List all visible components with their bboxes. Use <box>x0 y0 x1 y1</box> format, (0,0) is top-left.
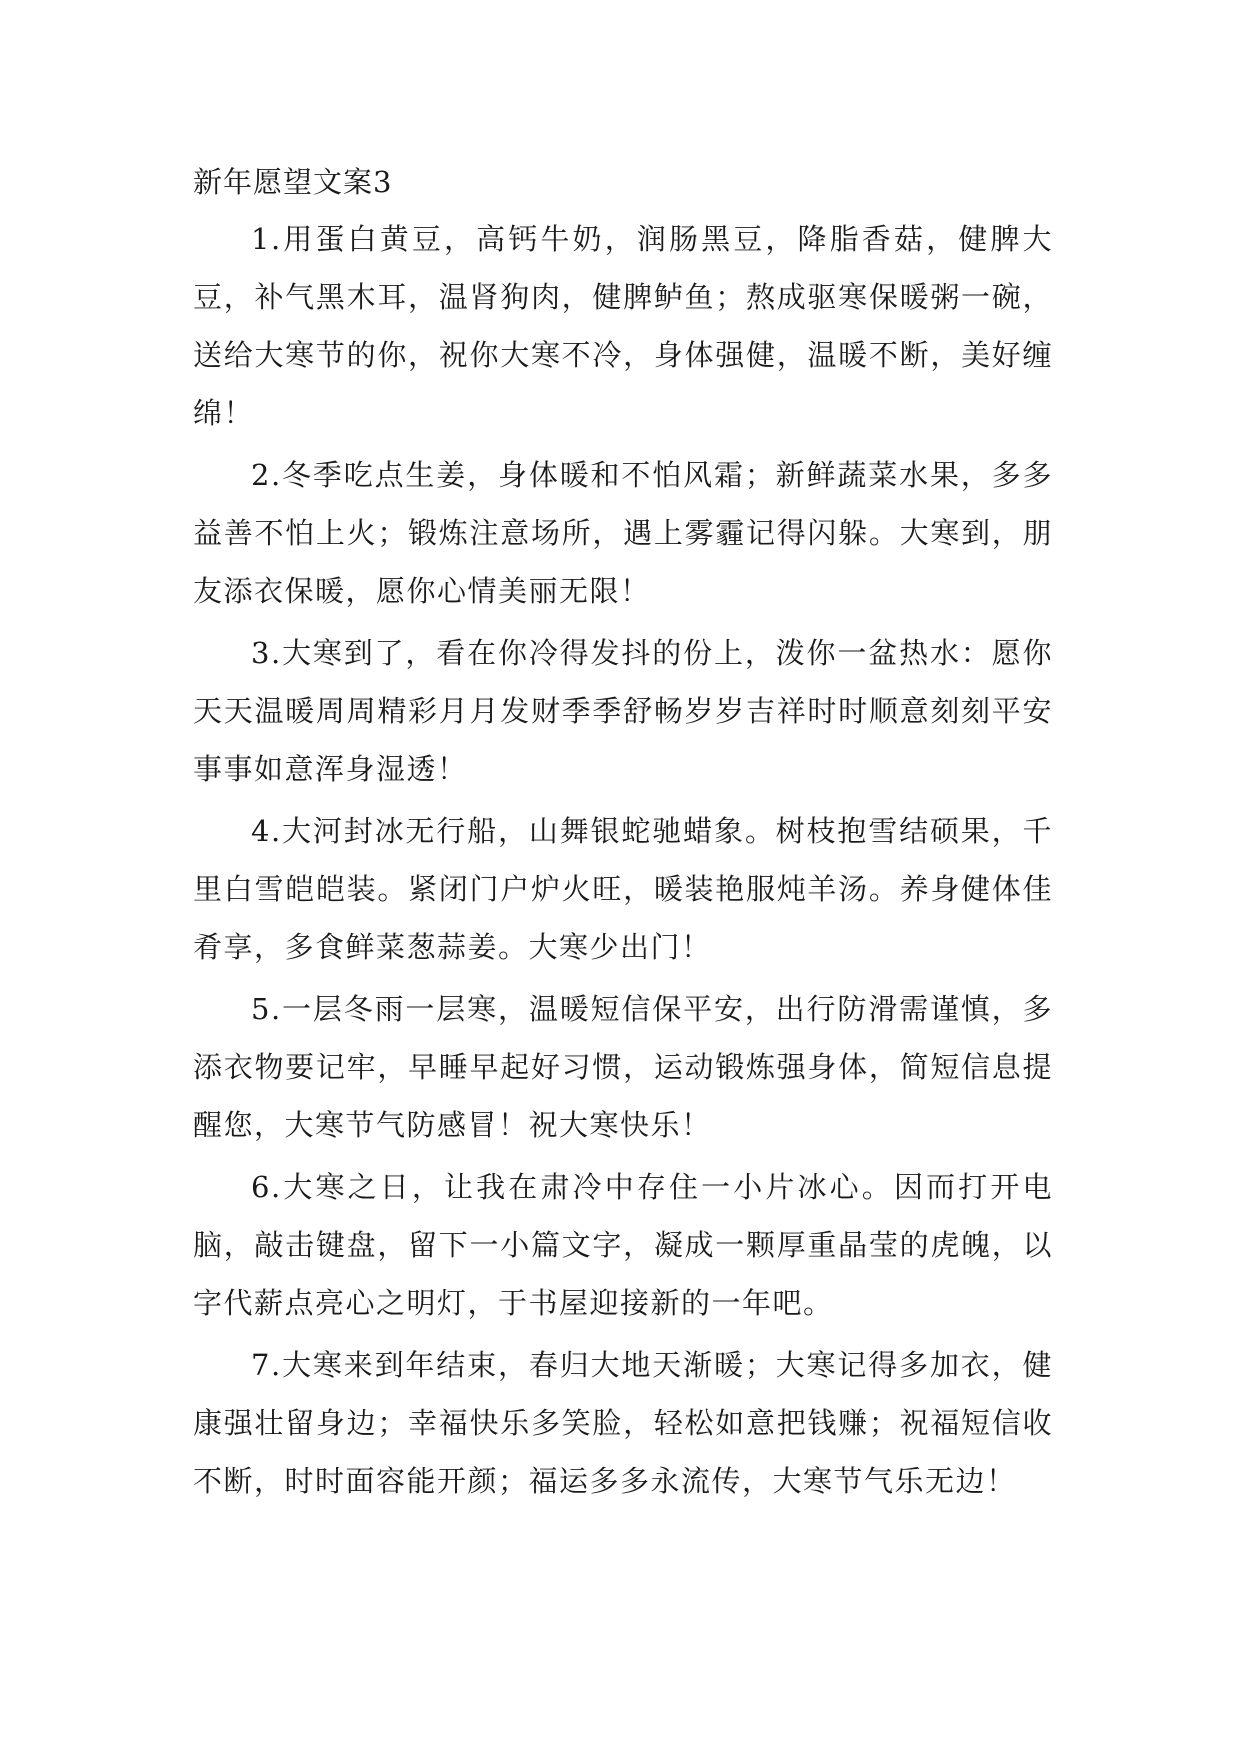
paragraph-5: 5.一层冬雨一层寒，温暖短信保平安，出行防滑需谨慎，多添衣物要记牢，早睡早起好习惯，运动锻炼强身体，简短信息提醒您，大寒节气防感冒！祝大寒快乐！ <box>193 992 1053 1142</box>
paragraph-6: 6.大寒之日，让我在肃冷中存住一小片冰心。因而打开电脑，敲击键盘，留下一小篇文字，凝成一颗厚重晶莹的虎魄，以字代薪点亮心之明灯，于书屋迎接新的一年吧。 <box>193 1170 1053 1320</box>
document-body <box>193 160 1053 1514</box>
document-title: 新年愿望文案3 <box>193 165 393 199</box>
paragraph-3: 3.大寒到了，看在你冷得发抖的份上，泼你一盆热水：愿你天天温暖周周精彩月月发财季季舒畅岁岁吉祥时时顺意刻刻平安事事如意浑身湿透！ <box>193 636 1053 786</box>
paragraph-7: 7.大寒来到年结束，春归大地天渐暖；大寒记得多加衣，健康强壮留身边；幸福快乐多笑脸，轻松如意把钱赚；祝福短信收不断，时时面容能开颜；福运多多永流传，大寒节气乐无边！ <box>193 1348 1053 1498</box>
paragraph-4: 4.大河封冰无行船，山舞银蛇驰蜡象。树枝抱雪结硕果，千里白雪皑皑装。紧闭门户炉火旺，暖装艳服炖羊汤。养身健体佳肴享，多食鲜菜葱蒜姜。大寒少出门！ <box>193 814 1053 964</box>
paragraph-2: 2.冬季吃点生姜，身体暖和不怕风霜；新鲜蔬菜水果，多多益善不怕上火；锻炼注意场所，遇上雾霾记得闪躲。大寒到，朋友添衣保暖，愿你心情美丽无限！ <box>193 458 1053 608</box>
paragraph-1: 1.用蛋白黄豆，高钙牛奶，润肠黑豆，降脂香菇，健脾大豆，补气黑木耳，温肾狗肉，健脾鲈鱼；熬成驱寒保暖粥一碗，送给大寒节的你，祝你大寒不冷，身体强健，温暖不断，美好缠绵！ <box>193 222 1053 430</box>
